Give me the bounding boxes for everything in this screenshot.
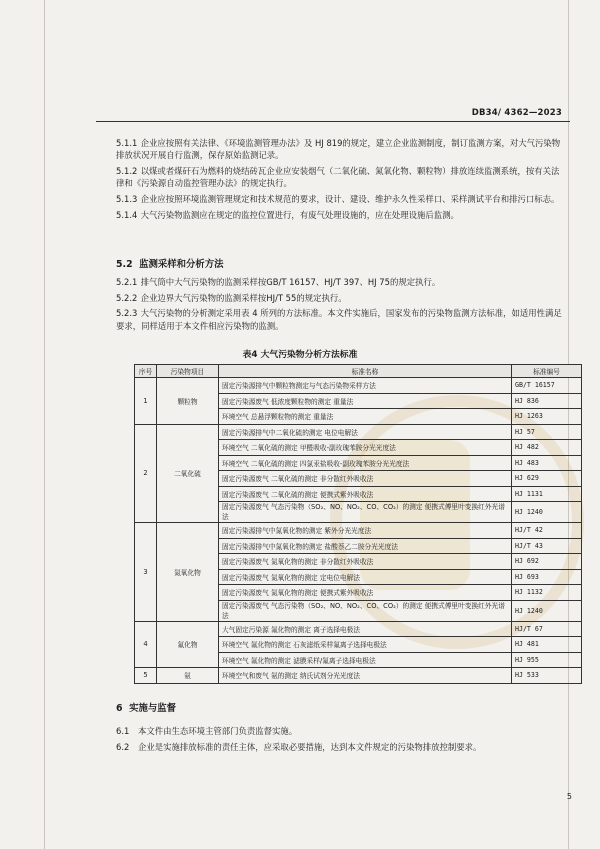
cell-no: 2 — [135, 424, 157, 523]
header-standard-code: 标准编号 — [512, 365, 582, 378]
header-rule — [96, 121, 570, 122]
cell-standard-code: HJ 533 — [512, 668, 582, 684]
cell-pollutant: 氟化物 — [157, 621, 219, 668]
cell-standard-code: HJ 1132 — [512, 585, 582, 601]
cell-pollutant: 颗粒物 — [157, 378, 219, 425]
cell-standard-name: 固定污染源废气 二氧化硫的测定 非分散红外吸收法 — [219, 471, 512, 487]
clause-5-1-2: 5.1.2 以煤或者煤矸石为燃料的烧结砖瓦企业应安装烟气（二氧化硫、氮氧化物、颗粒物）排放连续监测系统，按有关法律和《污染源自动监控管理办法》的规定执行。 — [116, 165, 560, 189]
cell-standard-code: HJ 481 — [512, 637, 582, 653]
table-row — [135, 621, 582, 637]
clause-5-1-1: 5.1.1 企业应按照有关法律、《环境监测管理办法》及 HJ 819的规定，建立企业监测制度，制订监测方案，对大气污染物排放状况开展自行监测，保存原始监测记录。 — [116, 138, 561, 161]
cell-standard-code: HJ 1240 — [512, 502, 582, 523]
clause-5-2-1: 5.2.1 排气筒中大气污染物的监测采样按GB/T 16157、HJ/T 397、HJ 75的规定执行。 — [116, 277, 441, 287]
cell-standard-code: HJ 629 — [512, 471, 582, 487]
cell-standard-name: 大气固定污染源 氟化物的测定 离子选择电极法 — [219, 621, 512, 637]
table-4-body — [135, 378, 582, 684]
cell-no: 5 — [135, 668, 157, 684]
document-code: DB34/ 4362—2023 — [471, 108, 562, 118]
cell-standard-code: HJ 482 — [512, 440, 582, 456]
clause-6-block — [116, 725, 566, 756]
clause-5-2-3: 5.2.3 大气污染物的分析测定采用表 4 所列的方法标准。本文件实施后，国家发布的污染物监测方法标准，如适用性满足要求，同样适用于本文件相应污染物的监测。 — [116, 308, 562, 331]
section-5-2-heading: 5.2 监测采样和分析方法 — [116, 259, 224, 270]
cell-standard-code: HJ 1263 — [512, 409, 582, 425]
cell-standard-name: 固定污染源废气 氮氧化物的测定 非分散红外吸收法 — [219, 554, 512, 570]
cell-no: 3 — [135, 523, 157, 622]
cell-standard-code: HJ 692 — [512, 554, 582, 570]
cell-standard-name: 固定污染源废气 氮氧化物的测定 定电位电解法 — [219, 569, 512, 585]
cell-no: 1 — [135, 378, 157, 425]
clause-6-2: 6.2 企业是实施排放标准的责任主体，应采取必要措施，达到本文件规定的污染物排放控制要求。 — [116, 741, 482, 752]
page-number: 5 — [566, 792, 572, 801]
cell-standard-name: 固定污染源废气 气态污染物（SO₂、NO、NO₂、CO、CO₂）的测定 便携式傅里叶变换红外光谱法 — [219, 502, 512, 523]
cell-standard-name: 环境空气 氟化物的测定 滤膜采样/氟离子选择电极法 — [219, 652, 512, 668]
cell-standard-name: 环境空气 二氧化硫的测定 四氯汞盐吸收-副玫瑰苯胺分光光度法 — [219, 455, 512, 471]
cell-no: 4 — [135, 621, 157, 668]
cell-standard-code: HJ/T 43 — [512, 538, 582, 554]
cell-standard-name: 固定污染源排气中氮氧化物的测定 紫外分光光度法 — [219, 523, 512, 539]
table-row — [135, 668, 582, 684]
header-pollutant: 污染物项目 — [157, 365, 219, 378]
table-4 — [134, 364, 582, 684]
header-no: 序号 — [135, 365, 157, 378]
cell-standard-code: HJ 1131 — [512, 486, 582, 502]
cell-standard-name: 固定污染源排气中二氧化硫的测定 电位电解法 — [219, 424, 512, 440]
cell-standard-name: 环境空气和废气 氨的测定 纳氏试剂分光光度法 — [219, 668, 512, 684]
cell-standard-code: HJ 836 — [512, 393, 582, 409]
cell-standard-code: HJ 1240 — [512, 600, 582, 621]
clause-5-1-3: 5.1.3 企业应按照环境监测管理规定和技术规范的要求，设计、建设、维护永久性采样口、采样测试平台和排污口标志。 — [116, 193, 560, 204]
cell-standard-name: 固定污染源废气 低浓度颗粒物的测定 重量法 — [219, 393, 512, 409]
section-6-heading: 6 实施与监督 — [116, 703, 176, 714]
header-standard-name: 标准名称 — [219, 365, 512, 378]
clause-5-1-4: 5.1.4 大气污染物监测应在规定的监控位置进行，有废气处理设施的，应在处理设施后监测。 — [116, 209, 459, 220]
table-row — [135, 523, 582, 539]
table-row — [135, 424, 582, 440]
cell-standard-code: HJ 483 — [512, 455, 582, 471]
cell-standard-name: 固定污染源废气 氮氧化物的测定 便携式紫外吸收法 — [219, 585, 512, 601]
cell-standard-name: 环境空气 氟化物的测定 石灰滤纸采样氟离子选择电极法 — [219, 637, 512, 653]
cell-standard-name: 固定污染源废气 二氧化硫的测定 便携式紫外吸收法 — [219, 486, 512, 502]
cell-standard-name: 固定污染源排气中氮氧化物的测定 盐酸萘乙二胺分光光度法 — [219, 538, 512, 554]
cell-standard-code: HJ 57 — [512, 424, 582, 440]
cell-standard-name: 环境空气 总悬浮颗粒物的测定 重量法 — [219, 409, 512, 425]
cell-pollutant: 氨 — [157, 668, 219, 684]
table-row — [135, 378, 582, 394]
clause-5-2-2: 5.2.2 企业边界大气污染物的监测采样按HJ/T 55的规定执行。 — [116, 292, 347, 303]
table-4-caption: 表4 大气污染物分析方法标准 — [242, 350, 358, 360]
cell-standard-code: HJ/T 42 — [512, 523, 582, 539]
clause-6-1: 6.1 本文件由生态环境主管部门负责监督实施。 — [116, 726, 298, 736]
cell-pollutant: 氮氧化物 — [157, 523, 219, 622]
cell-standard-code: GB/T 16157 — [512, 378, 582, 394]
cell-standard-name: 环境空气 二氧化硫的测定 甲醛吸收-副玫瑰苯胺分光光度法 — [219, 440, 512, 456]
cell-standard-code: HJ 693 — [512, 569, 582, 585]
table-header-row — [135, 365, 582, 378]
cell-standard-code: HJ/T 67 — [512, 621, 582, 637]
cell-standard-name: 固定污染源排气中颗粒物测定与气态污染物采样方法 — [219, 378, 512, 394]
cell-standard-name: 固定污染源废气 气态污染物（SO₂、NO、NO₂、CO、CO₂）的测定 便携式傅里叶变换红外光谱法 — [219, 600, 512, 621]
cell-standard-code: HJ 955 — [512, 652, 582, 668]
clause-5-2-block — [116, 276, 566, 335]
clause-5-1-block — [116, 137, 566, 224]
cell-pollutant: 二氧化硫 — [157, 424, 219, 523]
scan-edge-left — [44, 0, 45, 849]
